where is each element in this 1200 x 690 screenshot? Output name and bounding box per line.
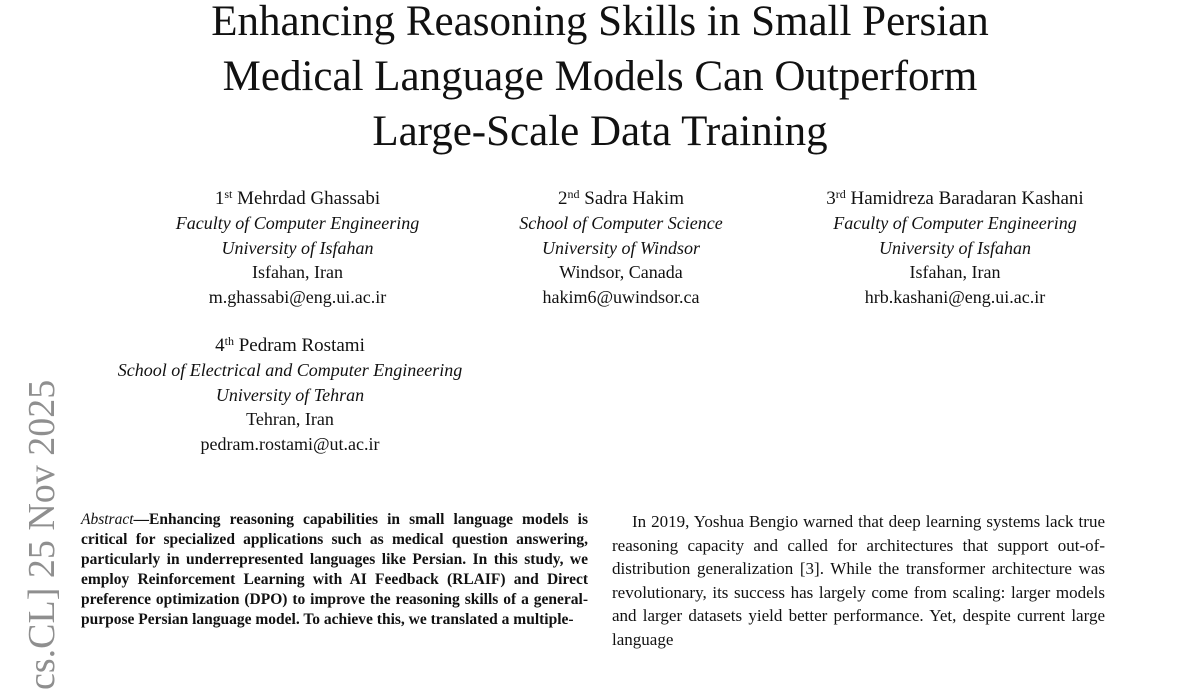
title-line: Enhancing Reasoning Skills in Small Persian [211, 0, 989, 45]
author-block-3 [790, 187, 1120, 309]
title-line: Large-Scale Data Training [372, 108, 828, 155]
author-email[interactable]: hakim6@uwindsor.ca [542, 286, 700, 307]
abstract-text: —Enhancing reasoning capabilities in small language models is critical for specialized applications such as medical question answering, particularly in underrepresented languages like Persian. In this study, we employ Reinforcement Learning with AI Feedback (RLAIF) and Direct preference optimization (DPO) to improve the reasoning skills of a general-purpose Persian language model. To achieve this, we translated a multiple- [81, 511, 588, 628]
author-location: Windsor, Canada [559, 262, 683, 283]
author-email[interactable]: hrb.kashani@eng.ui.ac.ir [864, 286, 1046, 307]
author-university: University of Isfahan [879, 237, 1031, 258]
author-name: 4th Pedram Rostami [215, 334, 365, 356]
title-line: Medical Language Models Can Outperform [222, 53, 978, 100]
author-email[interactable]: pedram.rostami@ut.ac.ir [200, 433, 380, 454]
author-location: Isfahan, Iran [909, 262, 1001, 283]
author-department: Faculty of Computer Engineering [175, 213, 420, 234]
author-department: School of Electrical and Computer Engineering [117, 360, 463, 381]
author-block-2 [480, 187, 762, 309]
author-block-1 [140, 187, 455, 309]
author-name: 3rd Hamidreza Baradaran Kashani [826, 187, 1084, 209]
author-email[interactable]: m.ghassabi@eng.ui.ac.ir [208, 286, 387, 307]
arxiv-sidebar-stamp: cs.CL] 25 Nov 2025 [21, 379, 63, 690]
author-block-4 [80, 334, 500, 456]
abstract-paragraph [81, 510, 588, 630]
author-department: Faculty of Computer Engineering [833, 213, 1077, 234]
abstract-label: Abstract [81, 511, 134, 528]
author-name: 2nd Sadra Hakim [558, 187, 684, 209]
author-department: School of Computer Science [519, 213, 723, 234]
introduction-paragraph: In 2019, Yoshua Bengio warned that deep learning systems lack true reasoning capacity and called for architectures that support out-of-distribution generalization [3]. While the transformer architecture was revolutionary, its success has largely come from scaling: larger models and larger datasets yield better performance. Yet, despite current large language [612, 512, 1105, 649]
author-university: University of Isfahan [221, 237, 374, 258]
author-university: University of Tehran [215, 384, 365, 405]
author-location: Tehran, Iran [246, 409, 334, 430]
paper-title [0, 0, 1200, 159]
author-location: Isfahan, Iran [252, 262, 343, 283]
author-university: University of Windsor [542, 237, 700, 258]
author-name: 1st Mehrdad Ghassabi [214, 187, 381, 209]
